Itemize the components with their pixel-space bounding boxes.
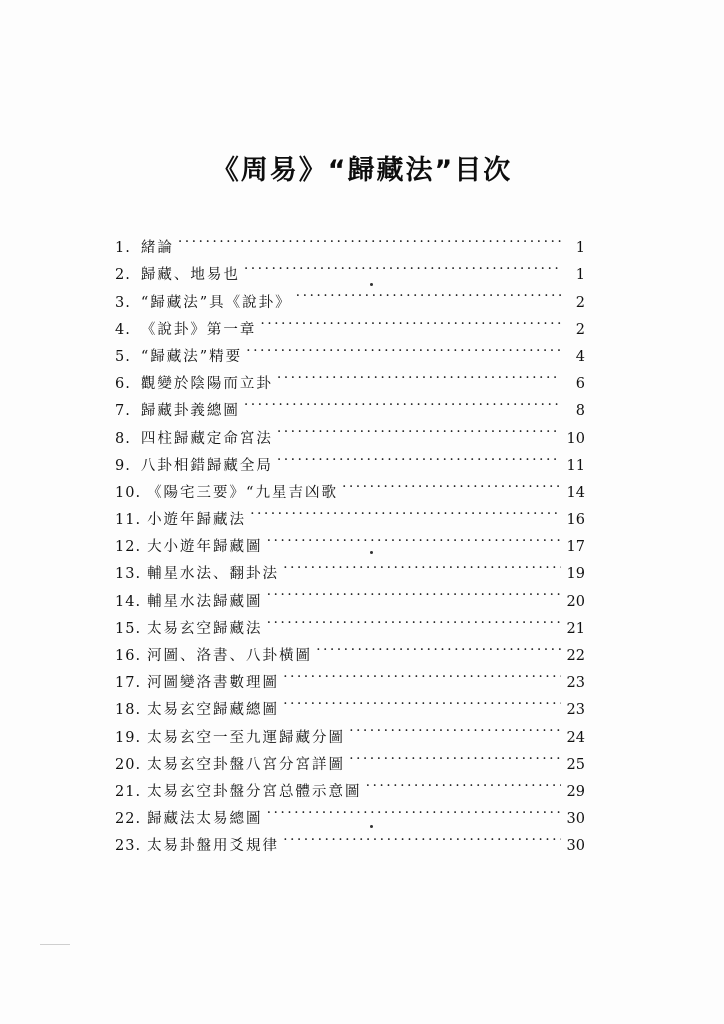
toc-leader-dots [277, 443, 561, 470]
toc-entry-page: 19 [566, 566, 585, 583]
toc-entry-title: 八卦相錯歸藏全局 [140, 457, 273, 474]
toc-leader-dots [316, 633, 561, 660]
toc-entry-title: 太易玄空一至九運歸藏分圖 [147, 729, 346, 746]
toc-leader-dots [250, 497, 561, 524]
toc-leader-dots [244, 252, 561, 279]
toc-entry-number: 21. [115, 783, 142, 800]
toc-entry [115, 443, 585, 474]
table-of-contents [115, 225, 585, 855]
toc-entry-page: 2 [575, 321, 585, 338]
toc-entry-title: 小遊年歸藏法 [147, 512, 247, 529]
toc-entry-page: 25 [566, 756, 585, 773]
toc-leader-dots [277, 415, 561, 442]
toc-entry-number: 2. [115, 267, 131, 284]
toc-entry [115, 225, 585, 257]
toc-entry-page: 17 [566, 539, 585, 556]
toc-entry [115, 823, 585, 855]
toc-leader-dots [246, 334, 561, 361]
toc-entry-page: 11 [566, 457, 585, 474]
toc-entry-page: 16 [566, 512, 585, 529]
toc-entry-title: 太易玄空卦盤八宮分宮詳圖 [147, 756, 346, 773]
toc-entry-page: 23 [566, 675, 585, 692]
toc-entry-number: 4. [115, 321, 131, 338]
toc-entry [115, 252, 585, 284]
toc-entry [115, 388, 585, 420]
toc-entry-title: 輔星水法歸藏圖 [147, 593, 263, 610]
toc-entry-page: 22 [566, 648, 585, 664]
toc-entry [115, 578, 585, 610]
toc-entry-number: 14. [115, 593, 142, 610]
toc-leader-dots [244, 388, 561, 415]
toc-entry-page: 14 [566, 484, 585, 501]
toc-entry-title: 歸藏、地易也 [140, 267, 240, 284]
toc-leader-dots [283, 551, 561, 578]
toc-entry [115, 551, 585, 583]
toc-entry-page: 6 [575, 376, 585, 393]
toc-entry [115, 660, 585, 692]
toc-entry-page: 1 [575, 240, 585, 257]
toc-entry-number: 20. [115, 756, 142, 773]
toc-entry [115, 742, 585, 773]
toc-leader-dots [349, 742, 561, 769]
toc-entry-title: 四柱歸藏定命宮法 [140, 430, 273, 447]
toc-entry-title: 歸藏法太易總圖 [147, 811, 263, 828]
toc-entry-number: 11. [115, 512, 142, 529]
toc-entry [115, 361, 585, 393]
toc-entry-number: 18. [115, 702, 142, 719]
toc-entry-title: 緒論 [140, 240, 174, 257]
toc-entry-number: 5. [115, 348, 131, 365]
scan-edge-mark [40, 944, 70, 945]
toc-leader-dots [283, 823, 561, 850]
toc-entry-number: 23. [115, 838, 142, 855]
print-speck [370, 551, 373, 554]
toc-entry-title: 大小遊年歸藏圖 [147, 539, 263, 556]
toc-leader-dots [267, 524, 561, 551]
toc-entry-page: 30 [566, 838, 585, 855]
toc-entry [115, 334, 585, 365]
toc-entry-title: 輔星水法、翻卦法 [147, 566, 280, 583]
toc-entry-page: 23 [566, 702, 585, 719]
toc-entry-title: “歸藏法”精要 [140, 348, 243, 365]
toc-entry-page: 30 [566, 811, 585, 828]
toc-entry-title: 河圖變洛書數理圖 [147, 675, 280, 692]
toc-entry-number: 7. [115, 403, 131, 420]
toc-entry-title: 太易玄空歸藏總圖 [147, 702, 280, 719]
toc-entry-number: 15. [115, 620, 142, 637]
toc-entry-number: 19. [115, 729, 142, 746]
toc-leader-dots [342, 470, 561, 497]
toc-entry [115, 524, 585, 556]
toc-entry-page: 29 [566, 783, 585, 800]
toc-entry [115, 307, 585, 338]
toc-entry-title: 河圖、洛書、八卦橫圖 [147, 648, 313, 664]
toc-entry-title: 太易玄空歸藏法 [147, 620, 263, 637]
toc-entry-page: 4 [575, 348, 585, 365]
toc-leader-dots [267, 796, 561, 823]
page-title: 《周易》“歸藏法”目次 [211, 155, 513, 186]
toc-leader-dots [283, 660, 561, 687]
toc-entry-title: 太易卦盤用爻規律 [147, 838, 280, 855]
toc-entry-number: 17. [115, 675, 142, 692]
toc-leader-dots [178, 225, 561, 252]
toc-entry [115, 769, 585, 800]
toc-entry-title: 歸藏卦義總圖 [140, 403, 240, 420]
toc-entry-number: 10. [115, 484, 142, 501]
toc-entry [115, 606, 585, 637]
toc-entry-number: 16. [115, 648, 142, 664]
toc-entry-page: 8 [575, 403, 585, 420]
toc-entry-number: 6. [115, 376, 131, 393]
toc-entry-title: 觀變於陰陽而立卦 [140, 376, 273, 393]
toc-entry-number: 12. [115, 539, 142, 556]
toc-entry-title: “歸藏法”具《說卦》 [140, 294, 292, 311]
toc-entry-title: 太易玄空卦盤分宮总體示意圖 [147, 783, 362, 800]
toc-leader-dots [283, 687, 561, 714]
toc-leader-dots [267, 606, 561, 633]
toc-entry-page: 24 [566, 729, 585, 746]
toc-entry [115, 714, 585, 746]
toc-entry-page: 1 [575, 267, 585, 284]
toc-entry-number: 8. [115, 430, 131, 447]
toc-entry-page: 21 [566, 620, 585, 637]
toc-entry [115, 687, 585, 719]
toc-entry-number: 3. [115, 294, 131, 311]
toc-entry [115, 415, 585, 447]
toc-leader-dots [260, 307, 561, 334]
toc-entry-number: 1. [115, 240, 131, 257]
print-speck [370, 283, 373, 286]
toc-entry-page: 10 [566, 430, 585, 447]
toc-leader-dots [296, 279, 561, 306]
toc-entry-number: 9. [115, 457, 131, 474]
toc-entry-page: 20 [566, 593, 585, 610]
toc-entry-page: 2 [575, 294, 585, 311]
print-speck [370, 825, 373, 828]
toc-entry [115, 279, 585, 311]
toc-entry-number: 22. [115, 811, 142, 828]
toc-entry [115, 470, 585, 501]
toc-leader-dots [277, 361, 561, 388]
toc-leader-dots [349, 714, 561, 741]
toc-leader-dots [267, 578, 561, 605]
toc-entry [115, 497, 585, 529]
toc-entry [115, 796, 585, 828]
toc-leader-dots [366, 769, 561, 796]
toc-entry [115, 633, 585, 664]
toc-entry-title: 《說卦》第一章 [140, 321, 257, 338]
toc-entry-number: 13. [115, 566, 142, 583]
toc-entry-title: 《陽宅三要》“九星吉凶歌 [147, 484, 338, 501]
